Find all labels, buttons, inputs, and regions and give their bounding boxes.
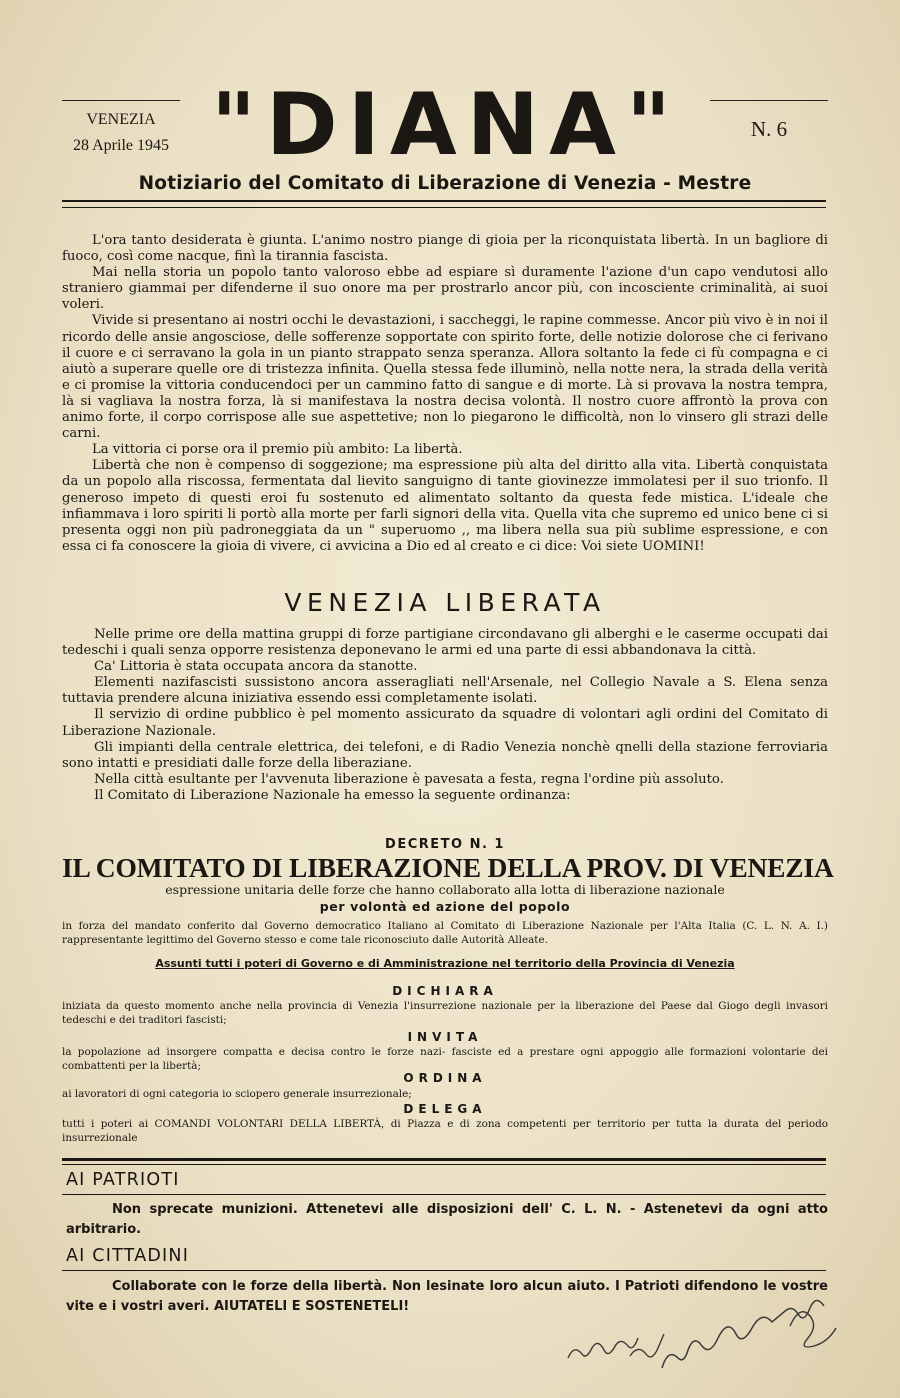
cittadini-rule	[62, 1270, 826, 1271]
editorial-paragraph: La vittoria ci porse ora il premio più ambito: La libertà.	[92, 442, 463, 458]
patrioti-paragraph: Non sprecate munizioni. Attenetevi alle disposizioni dell' C. L. N. - Astenetevi da ogni atto arbitrario.	[66, 1202, 828, 1237]
decree-subtitle-2: per volontà ed azione del popolo	[319, 899, 571, 914]
news-paragraph: Nelle prime ore della mattina gruppi di forze partigiane circondavano gli alberghi e le caserme occupati dai tedeschi i quali senza opporre resistenza deponevano le armi ed una parte di essi abbandonava la città.	[62, 627, 828, 659]
news-article	[62, 627, 828, 804]
decree-delega-label: DELEGA	[403, 1102, 487, 1116]
header-city: VENEZIA	[86, 111, 156, 128]
decree-dichiara-text: iniziata da questo momento anche nella provincia di Venezia l'insurrezione nazionale per la liberazione del Paese dal Giogo degli invasori tedeschi e dei traditori fascisti;	[62, 1000, 828, 1026]
decree-dichiara-label: DICHIARA	[392, 984, 498, 998]
news-paragraph: Gli impianti della centrale elettrica, dei telefoni, e di Radio Venezia nonchè qnelli della stazione ferroviaria sono intatti e presidiati dalle forze della liberaziane.	[62, 739, 828, 771]
issue-number: N. 6	[710, 100, 828, 142]
decree-invita-text: la popolazione ad insorgere compatta e decisa contro le forze nazi- fasciste ed a prestare ogni appoggio alle formazioni volontarie dei combattenti per la libertà;	[62, 1046, 828, 1072]
news-paragraph: Il Comitato di Liberazione Nazionale ha emesso la seguente ordinanza:	[94, 787, 571, 803]
decree-ordina-label: ORDINA	[403, 1071, 487, 1085]
masthead-text: "DIANA"	[211, 82, 681, 162]
patrioti-rule	[62, 1194, 826, 1195]
editorial-article	[62, 233, 828, 555]
header-date: 28 Aprile 1945	[73, 137, 169, 154]
decree-assunti: Assunti tutti i poteri di Governo e di Amministrazione nel territorio della Provincia di Venezia	[155, 957, 735, 970]
section-divider-thick	[62, 1158, 826, 1161]
decree-mandate: in forza del mandato conferito dal Governo democratico Italiano al Comitato di Liberazione Nazionale per l'Alta Italia (C. L. N. A. I.) rappresentante legittimo del Governo stesso e come tale riconosciuto dalle Autorità Alleate.	[62, 920, 828, 946]
editorial-paragraph: Mai nella storia un popolo tanto valoroso ebbe ad espiare sì duramente l'azione d'un capo vendutosi allo straniero giammai per difenderne il suo onore ma per prostrarlo ancor più, con incosciente criminalità, ai suoi voleri.	[62, 265, 828, 313]
section-divider-thin	[62, 1164, 826, 1165]
decree-ordina-text: ai lavoratori di ogni categoria io sciopero generale insurrezionale;	[62, 1088, 412, 1100]
cittadini-paragraph: Collaborate con le forze della libertà. Non lesinate loro alcun aiuto. I Patrioti difendono le vostre vite e i vostri averi. AIUTATELI E SOSTENETELI!	[66, 1279, 828, 1314]
news-paragraph: Il servizio di ordine pubblico è pel momento assicurato da squadre di volontari agli ordini del Comitato di Liberazione Nazionale.	[62, 707, 828, 739]
handwritten-signature	[560, 1296, 850, 1376]
newspaper-subtitle: Notiziario del Comitato di Liberazione di Venezia - Mestre	[138, 173, 752, 194]
decree-delega-text: tutti i poteri ai COMANDI VOLONTARI DELLA LIBERTÀ, di Piazza e di zona competenti per territorio per tutta la durata del periodo insurrezionale	[62, 1118, 828, 1144]
cittadini-heading: AI CITTADINI	[66, 1246, 190, 1266]
header-dateline	[62, 100, 180, 159]
editorial-paragraph: L'ora tanto desiderata è giunta. L'animo nostro piange di gioia per la riconquistata libertà. In un bagliore di fuoco, così come nacque, finì la tirannia fascista.	[62, 233, 828, 265]
decree-label: DECRETO N. 1	[385, 837, 505, 852]
editorial-paragraph: Vivide si presentano ai nostri occhi le devastazioni, i saccheggi, le rapine commesse. Ancor più vivo è in noi il ricordo delle ansie angosciose, delle sofferenze sopportate con spirito forte, delle notizie dolorose che ci ferivano il cuore e ci serravano la gola in un pianto strappato senza speranza. Allora soltanto la fede ci fù compagna e ci aiutò a superare quelle ore di tristezza infinita. Quella stessa fede illuminò, nella notte nera, la strada della verità e ci promise la vittoria conducendoci per un cammino fatto di sangue e di morte. Là si provava la nostra tempra, là si vagliava la nostra forza, là si manifestava la nostra decisa volontà. Il nostro cuore affrontò la prova con animo forte, il corpo corrispose alle sue aspettetive; non lo piegarono le difficoltà, non lo vinsero gli strazi delle carni.	[62, 313, 828, 442]
news-paragraph: Ca' Littoria è stata occupata ancora da stanotte.	[94, 659, 418, 675]
decree-invita-label: INVITA	[407, 1030, 483, 1044]
header-double-rule	[62, 200, 826, 208]
news-paragraph: Nella città esultante per l'avvenuta liberazione è pavesata a festa, regna l'ordine più assoluto.	[94, 771, 724, 787]
decree-title: IL COMITATO DI LIBERAZIONE DELLA PROV. DI VENEZIA	[62, 852, 834, 883]
news-paragraph: Elementi nazifascisti sussistono ancora asseragliati nell'Arsenale, nel Collegio Navale a S. Elena senza tuttavia prendere alcuna iniziativa essendo essi completamente isolati.	[62, 675, 828, 707]
patrioti-text	[66, 1200, 828, 1240]
decree-subtitle: espressione unitaria delle forze che hanno collaborato alla lotta di liberazione nazionale	[165, 882, 725, 897]
masthead-title	[196, 82, 696, 162]
patrioti-heading: AI PATRIOTI	[66, 1170, 180, 1190]
section-title: VENEZIA LIBERATA	[284, 588, 606, 617]
editorial-paragraph: Libertà che non è compenso di soggezione; ma espressione più alta del diritto alla vita. Libertà conquistata da un popolo alla riscossa, fermentata dal lievito sanguigno di tante giovinezze immolatesi per il suo trionfo. Il generoso impeto di questi eroi fu sostenuto ed alimentato soltanto da questa fede mistica. L'ideale che infiammava i loro spiriti li portò alla morte per farli signori della vita. Quella vita che supremo ed unico bene ci si presenta oggi non più padroneggiata da un " superuomo ,, ma libera nella sua più sublime espressione, e con essa ci fa conoscere la gioia di vivere, ci avvicina a Dio ed al creato e ci dice: Voi siete UOMINI!	[62, 458, 828, 554]
